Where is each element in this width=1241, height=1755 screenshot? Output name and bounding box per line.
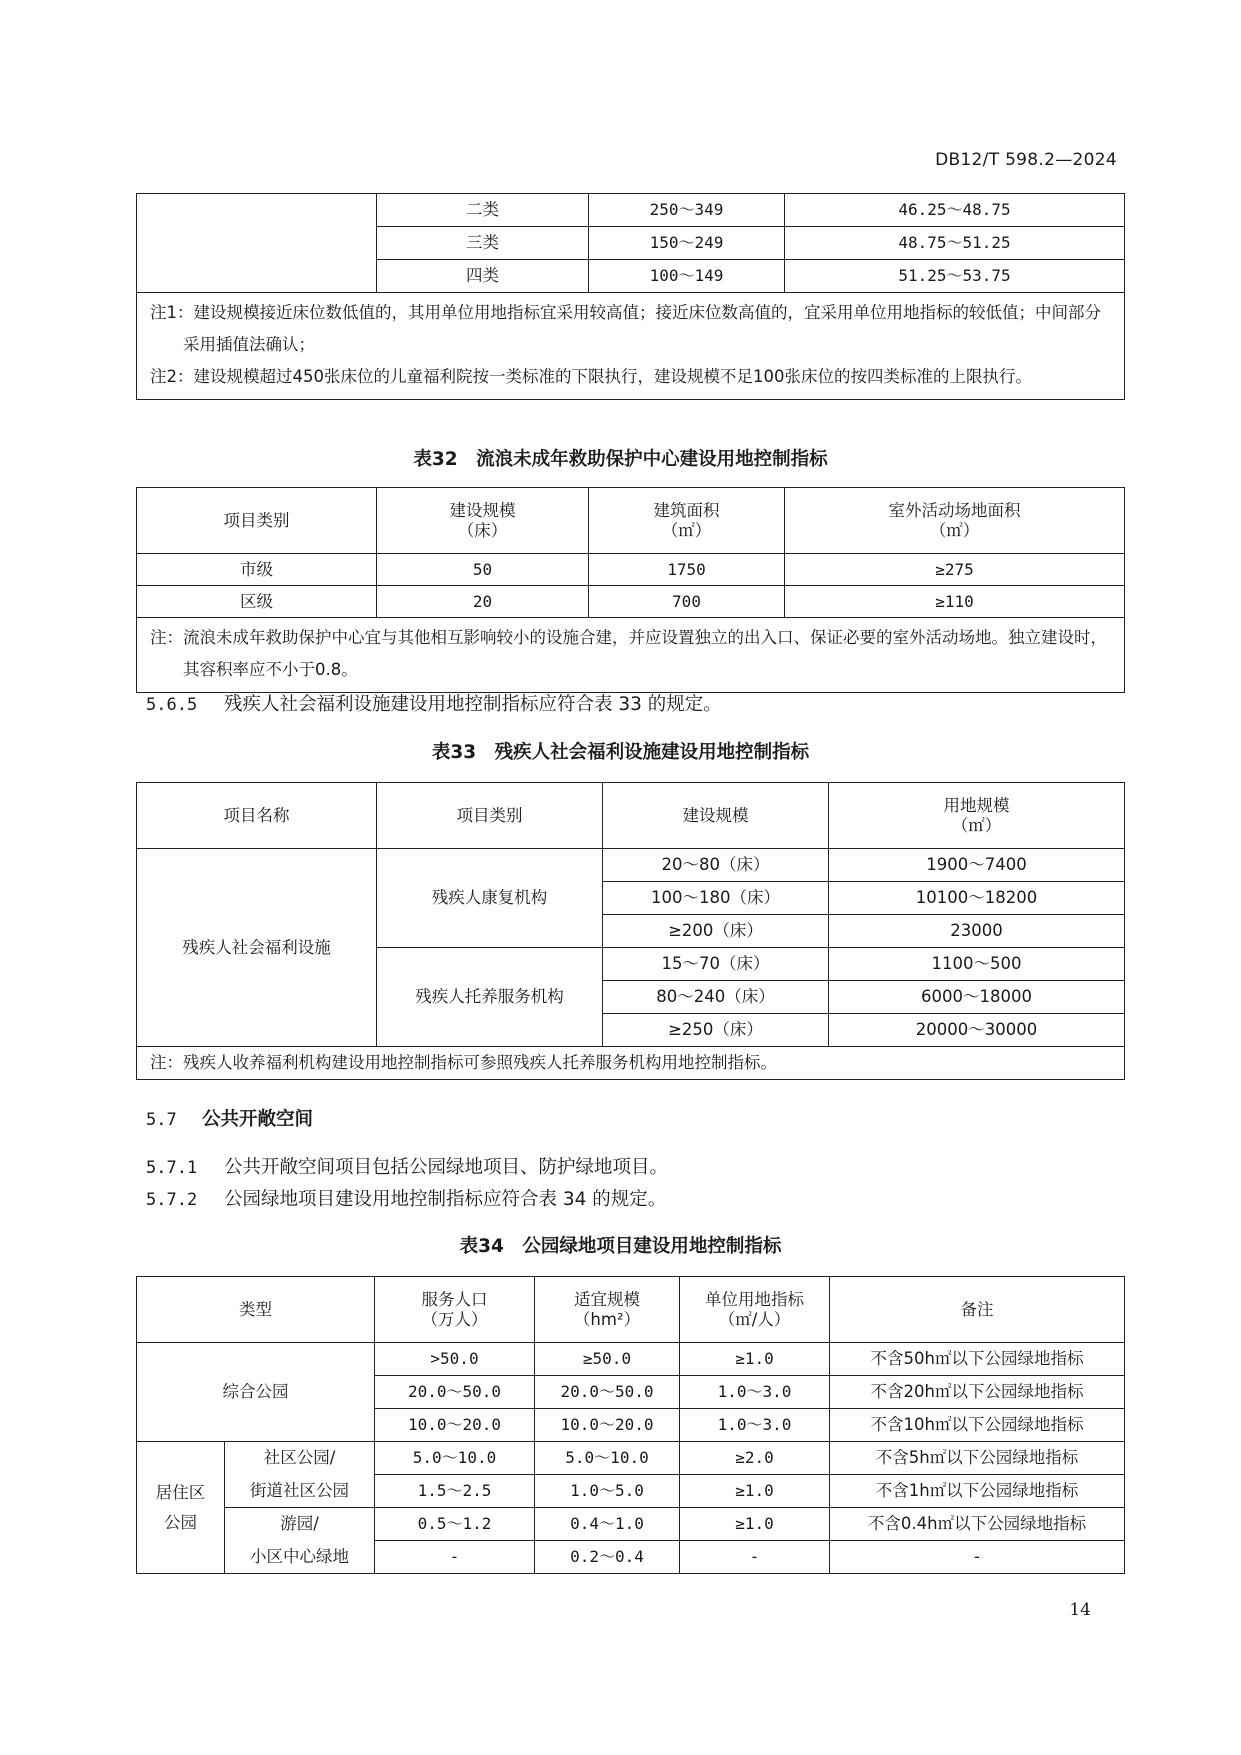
- pop-cell: 1.5～2.5: [375, 1475, 535, 1508]
- remark-cell: -: [830, 1541, 1125, 1574]
- scale-cell: ≥200（床）: [603, 915, 829, 948]
- clause-5-7-1: [146, 1153, 668, 1179]
- note-text: 残疾人收养福利机构建设用地控制指标可参照残疾人托养服务机构用地控制指标。: [183, 1053, 777, 1072]
- land-cell: 1900～7400: [829, 849, 1125, 882]
- clause-number: 5.7.1: [146, 1158, 198, 1178]
- table-row: [137, 1541, 1125, 1574]
- clause-text: 公共开敞空间项目包括公园绿地项目、防护绿地项目。: [224, 1157, 669, 1178]
- note-label: 注2：: [150, 367, 194, 386]
- outdoor-cell: ≥275: [785, 554, 1125, 586]
- scale-cell: 100～149: [589, 260, 785, 293]
- size-cell: 0.4～1.0: [535, 1508, 680, 1541]
- land-cell: 23000: [829, 915, 1125, 948]
- subtype-cell: 小区中心绿地: [225, 1541, 375, 1574]
- table-header-row: [137, 1277, 1125, 1343]
- land-cell: 6000～18000: [829, 981, 1125, 1014]
- category-cell: 四类: [377, 260, 589, 293]
- header-cell: 用地规模 （㎡）: [829, 783, 1125, 849]
- table-note-row: [137, 1047, 1125, 1080]
- category-cell: 区级: [137, 586, 377, 618]
- table-note: [137, 1047, 1125, 1080]
- scale-cell: 15～70（床）: [603, 948, 829, 981]
- size-cell: 20.0～50.0: [535, 1376, 680, 1409]
- land-cell: 1100～500: [829, 948, 1125, 981]
- note-text: 流浪未成年救助保护中心宜与其他相互影响较小的设施合建，并应设置独立的出入口、保证必要的室外活动场地。独立建设时，其容积率应不小于0.8。: [183, 628, 1107, 679]
- header-cell: 备注: [830, 1277, 1125, 1343]
- remark-cell: 不含0.4h㎡以下公园绿地指标: [830, 1508, 1125, 1541]
- table-header-row: [137, 783, 1125, 849]
- remark-cell: 不含5h㎡以下公园绿地指标: [830, 1442, 1125, 1475]
- table-33-caption: 表33 残疾人社会福利设施建设用地控制指标: [431, 742, 810, 763]
- section-5-7-heading: [146, 1105, 313, 1131]
- size-cell: 5.0～10.0: [535, 1442, 680, 1475]
- table-row: [137, 586, 1125, 618]
- category-cell: 残疾人托养服务机构: [377, 948, 603, 1047]
- header-cell: 项目类别: [137, 488, 377, 554]
- area-cell: 1750: [589, 554, 785, 586]
- table-row: [137, 1508, 1125, 1541]
- subtype-cell: 社区公园/: [225, 1442, 375, 1475]
- table-header-row: [137, 488, 1125, 554]
- table-note-row: [137, 618, 1125, 693]
- subtype-cell: 游园/: [225, 1508, 375, 1541]
- section-title: 公共开敞空间: [202, 1109, 314, 1130]
- scale-cell: ≥250（床）: [603, 1014, 829, 1047]
- clause-number: 5.7.2: [146, 1190, 198, 1210]
- area-cell: 700: [589, 586, 785, 618]
- index-cell: ≥2.0: [680, 1442, 830, 1475]
- pop-cell: >50.0: [375, 1343, 535, 1376]
- remark-cell: 不含50h㎡以下公园绿地指标: [830, 1343, 1125, 1376]
- type-cell: 综合公园: [137, 1343, 375, 1442]
- table-row: [137, 194, 1125, 227]
- size-cell: 0.2～0.4: [535, 1541, 680, 1574]
- table-33: [136, 782, 1125, 1080]
- clause-number: 5.6.5: [146, 695, 198, 715]
- scale-cell: 20: [377, 586, 589, 618]
- clause-5-6-5: [146, 690, 722, 716]
- table-row: [137, 849, 1125, 882]
- type-cell: 居住区 公园: [137, 1442, 225, 1574]
- table-32: [136, 487, 1125, 693]
- header-cell: 服务人口 （万人）: [375, 1277, 535, 1343]
- note-label: 注：: [150, 1053, 183, 1072]
- scale-cell: 100～180（床）: [603, 882, 829, 915]
- table-34: [136, 1276, 1125, 1574]
- subtype-cell: 街道社区公园: [225, 1475, 375, 1508]
- category-cell: 三类: [377, 227, 589, 260]
- outdoor-cell: ≥110: [785, 586, 1125, 618]
- pop-cell: 0.5～1.2: [375, 1508, 535, 1541]
- pop-cell: -: [375, 1541, 535, 1574]
- size-cell: 1.0～5.0: [535, 1475, 680, 1508]
- index-cell: ≥1.0: [680, 1343, 830, 1376]
- header-cell: 建设规模 （床）: [377, 488, 589, 554]
- table-row: [137, 554, 1125, 586]
- header-cell: 建设规模: [603, 783, 829, 849]
- scale-cell: 80～240（床）: [603, 981, 829, 1014]
- index-cell: -: [680, 1541, 830, 1574]
- remark-cell: 不含1h㎡以下公园绿地指标: [830, 1475, 1125, 1508]
- index-cell: 51.25～53.75: [785, 260, 1125, 293]
- scale-cell: 20～80（床）: [603, 849, 829, 882]
- table-row: [137, 1442, 1125, 1475]
- land-cell: 10100～18200: [829, 882, 1125, 915]
- table-31-continuation: [136, 193, 1125, 400]
- index-cell: 1.0～3.0: [680, 1409, 830, 1442]
- note-text: 建设规模超过450张床位的儿童福利院按一类标准的下限执行，建设规模不足100张床位的按四类标准的上限执行。: [193, 367, 1032, 386]
- note-label: 注：: [150, 628, 183, 647]
- header-cell: 适宜规模 （hm²）: [535, 1277, 680, 1343]
- scale-cell: 50: [377, 554, 589, 586]
- index-cell: ≥1.0: [680, 1508, 830, 1541]
- remark-cell: 不含10h㎡以下公园绿地指标: [830, 1409, 1125, 1442]
- scale-cell: 150～249: [589, 227, 785, 260]
- table-note-row: [137, 293, 1125, 400]
- facility-cell: 残疾人社会福利设施: [137, 849, 377, 1047]
- header-cell: 室外活动场地面积 （㎡）: [785, 488, 1125, 554]
- note-text: 建设规模接近床位数低值的，其用单位用地指标宜采用较高值；接近床位数高值的，宜采用单位用地指标的较低值；中间部分采用插值法确认；: [183, 303, 1101, 354]
- header-cell: 建筑面积 （㎡）: [589, 488, 785, 554]
- table-note: [137, 618, 1125, 693]
- pop-cell: 10.0～20.0: [375, 1409, 535, 1442]
- merged-empty-cell: [137, 194, 377, 293]
- scale-cell: 250～349: [589, 194, 785, 227]
- index-cell: ≥1.0: [680, 1475, 830, 1508]
- category-cell: 二类: [377, 194, 589, 227]
- size-cell: 10.0～20.0: [535, 1409, 680, 1442]
- pop-cell: 5.0～10.0: [375, 1442, 535, 1475]
- document-code: DB12/T 598.2—2024: [935, 150, 1117, 170]
- size-cell: ≥50.0: [535, 1343, 680, 1376]
- category-cell: 市级: [137, 554, 377, 586]
- index-cell: 48.75～51.25: [785, 227, 1125, 260]
- table-row: [137, 1475, 1125, 1508]
- page-number: 14: [1069, 1600, 1091, 1620]
- section-number: 5.7: [146, 1110, 177, 1130]
- index-cell: 1.0～3.0: [680, 1376, 830, 1409]
- clause-text: 公园绿地项目建设用地控制指标应符合表 34 的规定。: [224, 1189, 667, 1210]
- table-34-caption: 表34 公园绿地项目建设用地控制指标: [459, 1236, 782, 1257]
- category-cell: 残疾人康复机构: [377, 849, 603, 948]
- land-cell: 20000～30000: [829, 1014, 1125, 1047]
- header-cell: 单位用地指标 （㎡/人）: [680, 1277, 830, 1343]
- note-label: 注1：: [150, 303, 194, 322]
- table-32-caption: 表32 流浪未成年救助保护中心建设用地控制指标: [413, 449, 828, 470]
- table-row: [137, 1343, 1125, 1376]
- index-cell: 46.25～48.75: [785, 194, 1125, 227]
- clause-5-7-2: [146, 1185, 666, 1211]
- table-note: [137, 293, 1125, 400]
- header-cell: 类型: [137, 1277, 375, 1343]
- pop-cell: 20.0～50.0: [375, 1376, 535, 1409]
- remark-cell: 不含20h㎡以下公园绿地指标: [830, 1376, 1125, 1409]
- header-cell: 项目类别: [377, 783, 603, 849]
- clause-text: 残疾人社会福利设施建设用地控制指标应符合表 33 的规定。: [224, 694, 722, 715]
- header-cell: 项目名称: [137, 783, 377, 849]
